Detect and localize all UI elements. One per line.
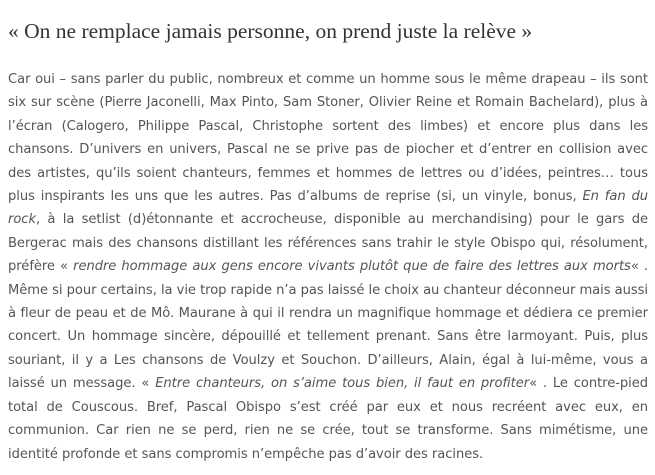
quote-obispo: rendre hommage aux gens encore vivants plutôt que de faire des lettres aux morts (73, 259, 631, 275)
article-heading: « On ne remplace jamais personne, on prend juste la relève » (8, 19, 533, 43)
article (8, 16, 648, 466)
album-title: En fan du rock (8, 189, 648, 228)
paragraph-text-4: « . Le contre-pied total de Couscous. Bref, Pascal Obispo s’est créé par eux et nous recréent avec eux, en communion. Car rien ne se perd, rien ne se crée, tout se transforme. Sans mimétisme, une identité profonde et sans compromis n’empêche pas d’avoir des racines. (8, 376, 649, 462)
paragraph-text-1: Car oui – sans parler du public, nombreux et comme un homme sous le même drapeau – ils sont six sur scène (Pierre Jaconelli, Max Pinto, Sam Stoner, Olivier Reine et Romain Bachelard), plus à l’écran (Calogero, Philippe Pascal, Christophe sortent des limbes) et encore plus dans les chansons. D’univers en univers, Pascal ne se prive pas de piocher et d’entrer en collision avec des artistes, qu’ils soient chanteurs, femmes et hommes de lettres ou d’idées, peintres… tous plus inspirants les uns que les autres. Pas d’albums de reprise (si, un vinyle, bonus, (8, 72, 648, 205)
quote-souchon: Entre chanteurs, on s’aime tous bien, il faut en profiter (155, 376, 530, 392)
article-paragraph (8, 68, 648, 466)
paragraph-text-2: , à la setlist (d)étonnante et accrocheuse, disponible au merchandising) pour le gars de Bergerac mais des chansons distillant les références sans trahir le style Obispo qui, résolument, préfère « (8, 212, 648, 275)
paragraph-text-3: « . Même si pour certains, la vie trop rapide n’a pas laissé le choix au chanteur déconneur mais aussi à fleur de peau et de Mô. Maurane à qui il rendra un magnifique hommage et dédiera ce premier concert. Un hommage sincère, dépouillé et tellement prenant. Sans être larmoyant. Puis, plus souriant, il y a Les chansons de Voulzy et Souchon. D’ailleurs, Alain, égal à lui-même, vous a laissé un message. « (8, 259, 649, 392)
